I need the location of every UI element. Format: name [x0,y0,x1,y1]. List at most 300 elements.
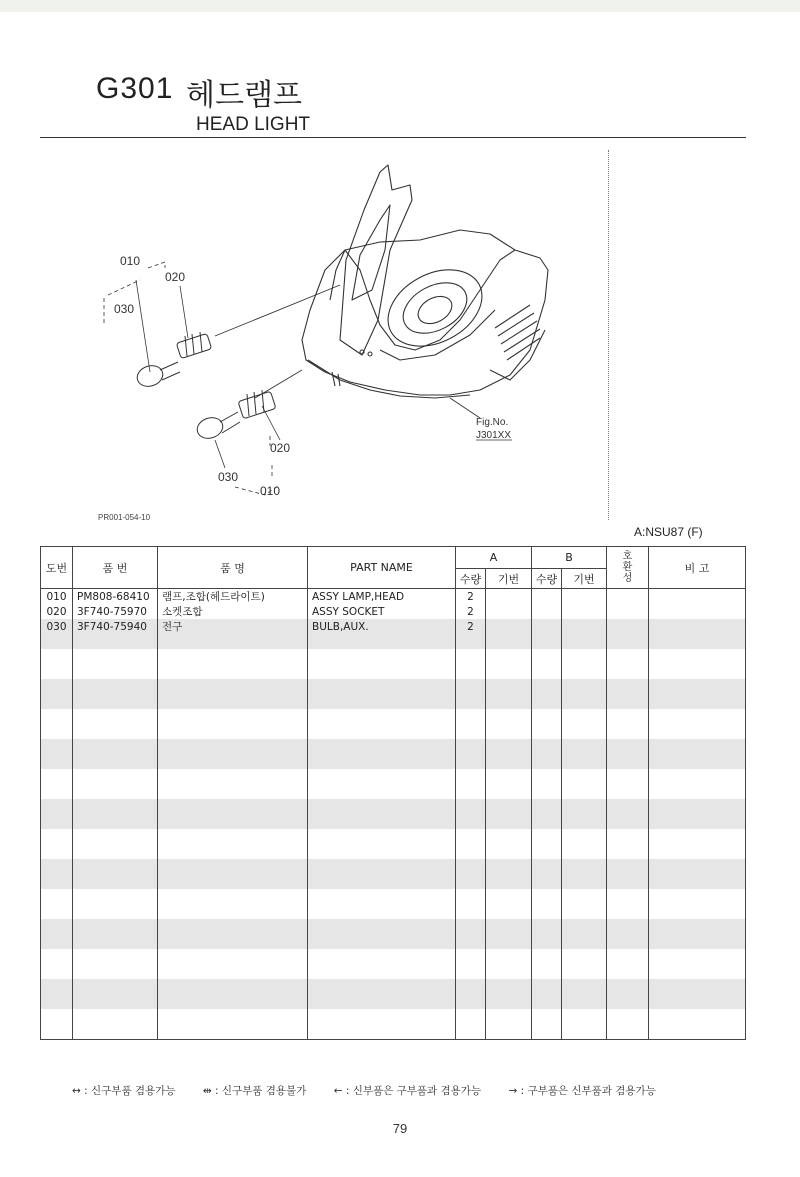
table-row [41,799,746,814]
table-cell [158,1009,308,1024]
table-cell [486,844,532,859]
table-cell [41,964,73,979]
header-qty-a: 수량 [456,569,486,589]
table-cell [158,949,308,964]
table-cell [532,994,562,1009]
table-cell [41,739,73,754]
table-row [41,739,746,754]
table-cell [41,679,73,694]
table-cell [486,979,532,994]
table-cell [649,694,746,709]
table-cell [158,754,308,769]
table-cell [73,844,158,859]
table-row [41,1024,746,1040]
table-cell [486,619,532,634]
table-cell [649,844,746,859]
table-cell [486,964,532,979]
table-cell [649,709,746,724]
fig-number: J301XX [476,430,512,441]
title-english: HEAD LIGHT [196,114,311,135]
table-cell [607,589,649,605]
table-cell [158,649,308,664]
table-cell [532,694,562,709]
table-cell: ASSY LAMP,HEAD [308,589,456,605]
table-cell [649,649,746,664]
table-cell [562,739,607,754]
table-cell [308,814,456,829]
table-cell [73,949,158,964]
table-cell [562,859,607,874]
table-row [41,829,746,844]
table-cell: 3F740-75940 [73,619,158,634]
table-cell [456,784,486,799]
table-cell [456,979,486,994]
label-010-top: 010 [120,254,141,268]
table-cell [607,844,649,859]
table-cell [41,814,73,829]
table-cell [486,784,532,799]
table-row [41,964,746,979]
table-cell [41,799,73,814]
table-cell [308,799,456,814]
table-cell [486,949,532,964]
table-cell [308,859,456,874]
table-row [41,889,746,904]
table-cell [607,769,649,784]
table-cell [158,799,308,814]
table-cell [308,724,456,739]
table-cell: 020 [41,604,73,619]
table-cell: ASSY SOCKET [308,604,456,619]
table-cell: 램프,조합(헤드라이트) [158,589,308,605]
title-korean: 헤드램프 [186,78,302,113]
table-cell [73,1009,158,1024]
table-cell [456,814,486,829]
table-cell [532,979,562,994]
table-cell [649,889,746,904]
table-cell [562,694,607,709]
table-cell [308,844,456,859]
housing-left-blade [340,165,412,355]
table-cell [607,889,649,904]
table-cell [532,754,562,769]
table-cell [532,919,562,934]
table-cell [562,634,607,649]
table-cell [486,919,532,934]
table-cell [308,1024,456,1040]
table-cell [649,979,746,994]
table-cell [73,904,158,919]
legend-item-bidirectional: ↔ : 신구부품 겸용가능 [72,1085,176,1097]
table-cell [649,814,746,829]
table-row [41,649,746,664]
table-cell [41,634,73,649]
table-row [41,664,746,679]
table-cell [562,754,607,769]
fig-label: Fig.No. [476,417,509,428]
table-cell [649,919,746,934]
table-cell [649,664,746,679]
table-cell [562,964,607,979]
table-cell [41,889,73,904]
table-cell [73,919,158,934]
table-cell [456,874,486,889]
table-cell [607,994,649,1009]
table-cell [41,709,73,724]
table-cell [649,994,746,1009]
table-cell [308,634,456,649]
socket-lower [238,391,276,419]
header-group-b: B [532,547,607,569]
table-cell [562,979,607,994]
table-cell [73,664,158,679]
table-cell [532,964,562,979]
table-cell: 3F740-75970 [73,604,158,619]
table-cell [456,844,486,859]
header-base-b: 기번 [562,569,607,589]
header-qty-b: 수량 [532,569,562,589]
headlight-diagram [40,150,600,520]
table-cell [562,649,607,664]
table-cell [562,889,607,904]
table-cell [486,814,532,829]
housing-vents [495,305,540,360]
table-cell [73,649,158,664]
table-cell [456,994,486,1009]
table-cell [486,934,532,949]
table-cell [73,964,158,979]
table-cell [456,1009,486,1024]
table-cell [41,1009,73,1024]
table-cell [41,919,73,934]
table-cell [562,1009,607,1024]
table-cell [41,769,73,784]
table-cell [649,589,746,605]
label-020-bottom: 020 [270,441,291,455]
table-cell [158,889,308,904]
table-cell [73,784,158,799]
table-cell [562,874,607,889]
table-cell [73,874,158,889]
table-cell: 2 [456,604,486,619]
table-row [41,754,746,769]
table-cell [562,994,607,1009]
header-base-a: 기번 [486,569,532,589]
table-cell [41,844,73,859]
table-cell [158,859,308,874]
table-cell [562,1024,607,1040]
table-cell [562,604,607,619]
table-cell [649,784,746,799]
table-cell [308,889,456,904]
table-cell [649,949,746,964]
table-cell [308,784,456,799]
table-cell: 010 [41,589,73,605]
housing-body [302,230,548,395]
table-cell [562,799,607,814]
table-cell [532,859,562,874]
table-cell [158,769,308,784]
header-no: 도번 [41,547,73,589]
table-cell [532,799,562,814]
table-cell: 전구 [158,619,308,634]
table-cell [486,754,532,769]
table-cell [158,709,308,724]
table-cell [456,709,486,724]
table-cell [649,634,746,649]
table-cell [73,859,158,874]
table-cell [607,949,649,964]
table-cell [562,589,607,605]
table-cell [562,919,607,934]
table-cell [158,724,308,739]
table-cell [456,889,486,904]
table-cell [532,604,562,619]
table-cell [486,634,532,649]
table-cell [607,859,649,874]
table-cell [158,784,308,799]
table-cell [607,739,649,754]
table-cell [41,664,73,679]
table-cell [456,724,486,739]
model-label: A:NSU87 (F) [634,525,703,539]
table-cell [456,859,486,874]
table-cell [41,754,73,769]
lamp-lens-outer [375,255,495,362]
table-cell [456,679,486,694]
table-cell [456,949,486,964]
table-row [41,604,746,619]
label-020-top: 020 [165,270,186,284]
table-cell [486,799,532,814]
table-cell [607,799,649,814]
table-cell [532,844,562,859]
table-cell [486,694,532,709]
table-cell [41,859,73,874]
table-cell [73,754,158,769]
table-cell [73,769,158,784]
table-cell [73,979,158,994]
table-cell [73,814,158,829]
table-cell [158,739,308,754]
table-cell [486,769,532,784]
table-row [41,904,746,919]
table-cell [532,724,562,739]
table-cell [486,994,532,1009]
table-cell [308,979,456,994]
table-row [41,724,746,739]
table-cell [607,1009,649,1024]
table-cell [73,994,158,1009]
table-cell [158,814,308,829]
table-cell [486,1009,532,1024]
table-cell [456,649,486,664]
table-row [41,1009,746,1024]
table-cell [562,934,607,949]
table-cell: 소켓조합 [158,604,308,619]
header-part-name-kr: 품 명 [158,547,308,589]
table-cell [41,694,73,709]
table-cell [158,919,308,934]
leader-upper [215,285,340,336]
table-cell [456,919,486,934]
table-cell [308,874,456,889]
table-cell [158,634,308,649]
table-cell [607,814,649,829]
table-cell [607,664,649,679]
table-cell [649,769,746,784]
lamp-lens-inner [395,273,476,344]
table-cell [158,904,308,919]
table-cell [456,934,486,949]
table-cell [532,649,562,664]
table-cell [308,949,456,964]
table-cell [486,904,532,919]
table-cell [486,604,532,619]
table-cell [73,934,158,949]
header-interchange: 호환성 [607,547,649,589]
table-cell [532,784,562,799]
table-cell [486,889,532,904]
table-row [41,919,746,934]
header-group-a: A [456,547,532,569]
table-cell [486,829,532,844]
table-row [41,949,746,964]
table-row [41,934,746,949]
table-cell [532,814,562,829]
table-cell [41,949,73,964]
table-cell [456,1024,486,1040]
section-code: G301 [96,72,174,105]
table-cell [486,874,532,889]
fig-leader [450,398,480,418]
table-row [41,694,746,709]
table-cell [607,679,649,694]
table-row [41,634,746,649]
table-cell [73,1024,158,1040]
table-cell [607,874,649,889]
table-cell [607,604,649,619]
table-cell [607,919,649,934]
bulb-upper [135,362,166,389]
table-cell [308,1009,456,1024]
table-cell [308,829,456,844]
table-cell [649,904,746,919]
table-row [41,709,746,724]
table-cell [607,829,649,844]
table-cell [158,694,308,709]
scan-top-band [0,0,800,12]
table-cell [649,724,746,739]
table-cell [649,1009,746,1024]
table-cell [73,634,158,649]
table-cell [649,619,746,634]
table-cell [486,649,532,664]
table-row [41,874,746,889]
table-cell [532,739,562,754]
table-row [41,979,746,994]
legend [72,1083,680,1098]
table-cell [308,739,456,754]
table-cell [158,1024,308,1040]
table-cell [532,1024,562,1040]
table-cell [649,859,746,874]
table-cell [649,874,746,889]
table-cell [41,994,73,1009]
parts-table [40,546,746,1040]
table-cell [649,604,746,619]
table-cell [308,679,456,694]
table-row [41,619,746,634]
table-cell [562,904,607,919]
table-cell: 2 [456,589,486,605]
table-row [41,589,746,605]
bulb-lower [195,414,226,441]
table-cell [607,634,649,649]
table-cell [562,679,607,694]
table-cell [456,739,486,754]
table-cell [308,919,456,934]
table-cell [532,634,562,649]
pr-code: PR001-054-10 [98,513,151,522]
table-cell [562,724,607,739]
table-cell [456,769,486,784]
table-cell [308,709,456,724]
table-cell [649,799,746,814]
table-cell [486,709,532,724]
table-cell [562,619,607,634]
table-cell [607,619,649,634]
table-cell [532,889,562,904]
table-cell [308,904,456,919]
table-cell [308,649,456,664]
table-cell [562,844,607,859]
table-cell [158,874,308,889]
table-cell [486,739,532,754]
table-cell [562,829,607,844]
table-cell [73,889,158,904]
table-cell [532,904,562,919]
page-number: 79 [392,1121,408,1136]
table-cell [73,739,158,754]
table-cell [532,664,562,679]
table-cell [41,724,73,739]
table-cell [158,829,308,844]
table-cell [73,679,158,694]
table-cell [486,589,532,605]
table-cell [158,844,308,859]
header-part-name: PART NAME [308,547,456,589]
table-cell [308,754,456,769]
table-row [41,679,746,694]
table-cell [41,829,73,844]
table-cell [308,769,456,784]
table-cell: PM808-68410 [73,589,158,605]
table-cell [73,799,158,814]
table-cell [607,754,649,769]
table-cell [562,814,607,829]
table-cell [308,994,456,1009]
table-row [41,769,746,784]
table-cell [532,874,562,889]
table-cell: 2 [456,619,486,634]
table-cell [649,964,746,979]
table-cell [532,829,562,844]
table-cell [308,664,456,679]
table-cell [486,859,532,874]
table-cell [607,784,649,799]
table-cell [158,964,308,979]
